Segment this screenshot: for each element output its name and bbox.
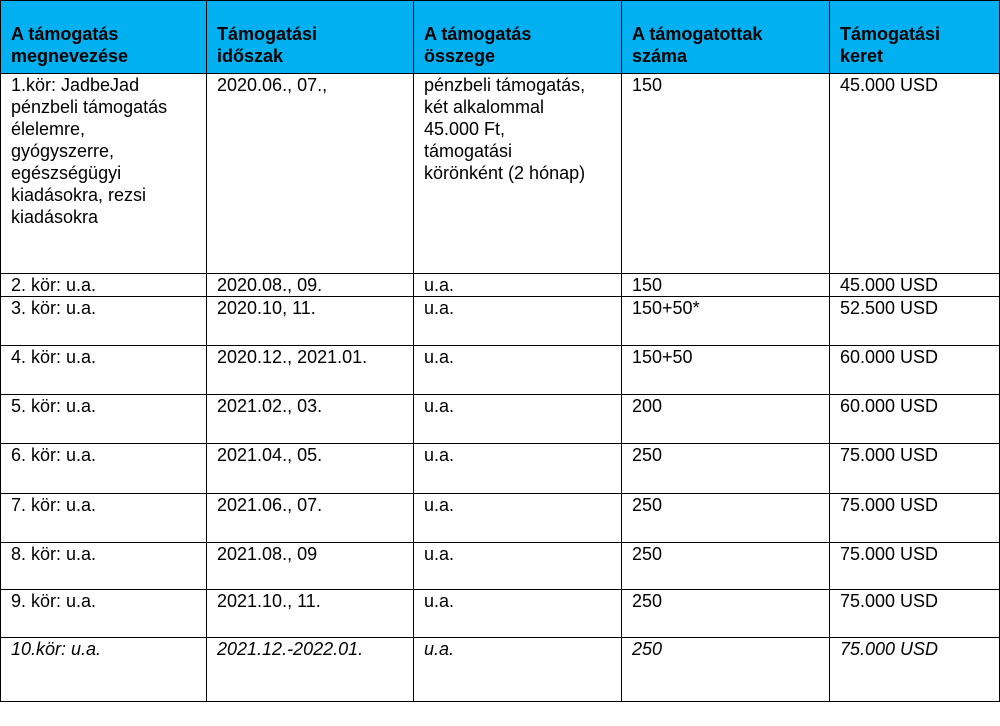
cell-amount bbox=[414, 444, 622, 494]
cell-text: u.a. bbox=[424, 591, 455, 611]
header-cell-name bbox=[1, 1, 207, 74]
cell-amount bbox=[414, 494, 622, 543]
cell-text: 60.000 USD bbox=[840, 347, 939, 367]
cell-budget bbox=[830, 590, 1000, 638]
cell-amount bbox=[414, 395, 622, 444]
cell-recipients bbox=[622, 494, 830, 543]
cell-text: u.a. bbox=[424, 445, 455, 465]
cell-period bbox=[207, 638, 414, 702]
header-cell-budget bbox=[830, 1, 1000, 74]
table-row bbox=[1, 543, 1000, 590]
cell-name bbox=[1, 346, 207, 395]
table-row bbox=[1, 395, 1000, 444]
table-row bbox=[1, 638, 1000, 702]
cell-text: 10.kör: u.a. bbox=[11, 639, 102, 659]
cell-budget bbox=[830, 297, 1000, 346]
cell-recipients bbox=[622, 590, 830, 638]
cell-name bbox=[1, 494, 207, 543]
cell-budget bbox=[830, 543, 1000, 590]
cell-budget bbox=[830, 346, 1000, 395]
cell-text: 75.000 USD bbox=[840, 495, 939, 515]
cell-period bbox=[207, 74, 414, 274]
cell-text: 4. kör: u.a. bbox=[11, 347, 97, 367]
cell-recipients bbox=[622, 274, 830, 297]
cell-text: 250 bbox=[632, 495, 663, 515]
cell-text: u.a. bbox=[424, 275, 455, 295]
cell-text: u.a. bbox=[424, 495, 455, 515]
table-row bbox=[1, 74, 1000, 274]
cell-text: 250 bbox=[632, 591, 663, 611]
table-row bbox=[1, 444, 1000, 494]
cell-name bbox=[1, 395, 207, 444]
table-row bbox=[1, 346, 1000, 395]
cell-period bbox=[207, 395, 414, 444]
cell-text: u.a. bbox=[424, 347, 455, 367]
cell-text: 75.000 USD bbox=[840, 639, 939, 659]
table-row bbox=[1, 297, 1000, 346]
cell-text: 250 bbox=[632, 639, 663, 659]
header-cell-period bbox=[207, 1, 414, 74]
cell-text: 2020.08., 09. bbox=[217, 275, 323, 295]
cell-budget bbox=[830, 638, 1000, 702]
cell-name bbox=[1, 297, 207, 346]
header-label: Támogatási keret bbox=[840, 24, 941, 66]
cell-amount bbox=[414, 638, 622, 702]
cell-recipients bbox=[622, 74, 830, 274]
cell-text: 2021.04., 05. bbox=[217, 445, 323, 465]
cell-amount bbox=[414, 297, 622, 346]
cell-text: u.a. bbox=[424, 544, 455, 564]
cell-text: u.a. bbox=[424, 396, 455, 416]
cell-text: 5. kör: u.a. bbox=[11, 396, 97, 416]
cell-amount bbox=[414, 590, 622, 638]
cell-recipients bbox=[622, 297, 830, 346]
cell-name bbox=[1, 543, 207, 590]
cell-text: 60.000 USD bbox=[840, 396, 939, 416]
cell-text: 75.000 USD bbox=[840, 544, 939, 564]
cell-text: pénzbeli támogatás, két alkalommal 45.000 Ft, támogatási körönként (2 hónap) bbox=[424, 75, 586, 183]
cell-period bbox=[207, 494, 414, 543]
cell-budget bbox=[830, 494, 1000, 543]
cell-text: 2020.12., 2021.01. bbox=[217, 347, 368, 367]
table-row bbox=[1, 274, 1000, 297]
cell-period bbox=[207, 346, 414, 395]
table-row bbox=[1, 494, 1000, 543]
cell-text: 2021.10., 11. bbox=[217, 591, 321, 611]
cell-name bbox=[1, 444, 207, 494]
cell-name bbox=[1, 638, 207, 702]
cell-text: 2021.12.-2022.01. bbox=[217, 639, 364, 659]
cell-text: 6. kör: u.a. bbox=[11, 445, 97, 465]
cell-text: 250 bbox=[632, 544, 663, 564]
cell-text: 45.000 USD bbox=[840, 275, 939, 295]
header-label: A támogatottak száma bbox=[632, 24, 763, 66]
cell-amount bbox=[414, 543, 622, 590]
header-cell-amount bbox=[414, 1, 622, 74]
cell-text: 250 bbox=[632, 445, 663, 465]
cell-text: 75.000 USD bbox=[840, 591, 939, 611]
cell-text: 52.500 USD bbox=[840, 298, 939, 318]
cell-text: 2020.06., 07., bbox=[217, 75, 328, 95]
cell-recipients bbox=[622, 543, 830, 590]
header-label: A támogatás összege bbox=[424, 24, 532, 66]
cell-recipients bbox=[622, 638, 830, 702]
cell-name bbox=[1, 74, 207, 274]
cell-budget bbox=[830, 395, 1000, 444]
cell-text: 150 bbox=[632, 75, 663, 95]
cell-text: 1.kör: JadbeJad pénzbeli támogatás élelemre, gyógyszerre, egészségügyi kiadásokra, rezsi kiadásokra bbox=[11, 75, 168, 227]
cell-text: 3. kör: u.a. bbox=[11, 298, 97, 318]
cell-text: 75.000 USD bbox=[840, 445, 939, 465]
cell-budget bbox=[830, 444, 1000, 494]
cell-text: 2020.10, 11. bbox=[217, 298, 316, 318]
cell-recipients bbox=[622, 395, 830, 444]
cell-text: 2021.08., 09 bbox=[217, 544, 318, 564]
header-label: Támogatási időszak bbox=[217, 24, 318, 66]
cell-budget bbox=[830, 274, 1000, 297]
cell-text: 8. kör: u.a. bbox=[11, 544, 97, 564]
cell-amount bbox=[414, 74, 622, 274]
cell-recipients bbox=[622, 346, 830, 395]
header-cell-recipients bbox=[622, 1, 830, 74]
cell-text: 2021.02., 03. bbox=[217, 396, 323, 416]
cell-text: u.a. bbox=[424, 298, 455, 318]
cell-period bbox=[207, 274, 414, 297]
cell-period bbox=[207, 444, 414, 494]
cell-text: 2. kör: u.a. bbox=[11, 275, 97, 295]
cell-budget bbox=[830, 74, 1000, 274]
cell-text: 150 bbox=[632, 275, 663, 295]
cell-text: 150+50* bbox=[632, 298, 700, 318]
cell-text: 150+50 bbox=[632, 347, 693, 367]
cell-text: u.a. bbox=[424, 639, 455, 659]
header-row bbox=[1, 1, 1000, 74]
table-row bbox=[1, 590, 1000, 638]
cell-amount bbox=[414, 274, 622, 297]
cell-text: 9. kör: u.a. bbox=[11, 591, 97, 611]
cell-text: 2021.06., 07. bbox=[217, 495, 323, 515]
cell-text: 7. kör: u.a. bbox=[11, 495, 97, 515]
cell-amount bbox=[414, 346, 622, 395]
header-label: A támogatás megnevezése bbox=[11, 24, 129, 66]
cell-period bbox=[207, 297, 414, 346]
cell-period bbox=[207, 543, 414, 590]
cell-period bbox=[207, 590, 414, 638]
cell-text: 45.000 USD bbox=[840, 75, 939, 95]
cell-name bbox=[1, 590, 207, 638]
cell-text: 200 bbox=[632, 396, 663, 416]
cell-name bbox=[1, 274, 207, 297]
cell-recipients bbox=[622, 444, 830, 494]
